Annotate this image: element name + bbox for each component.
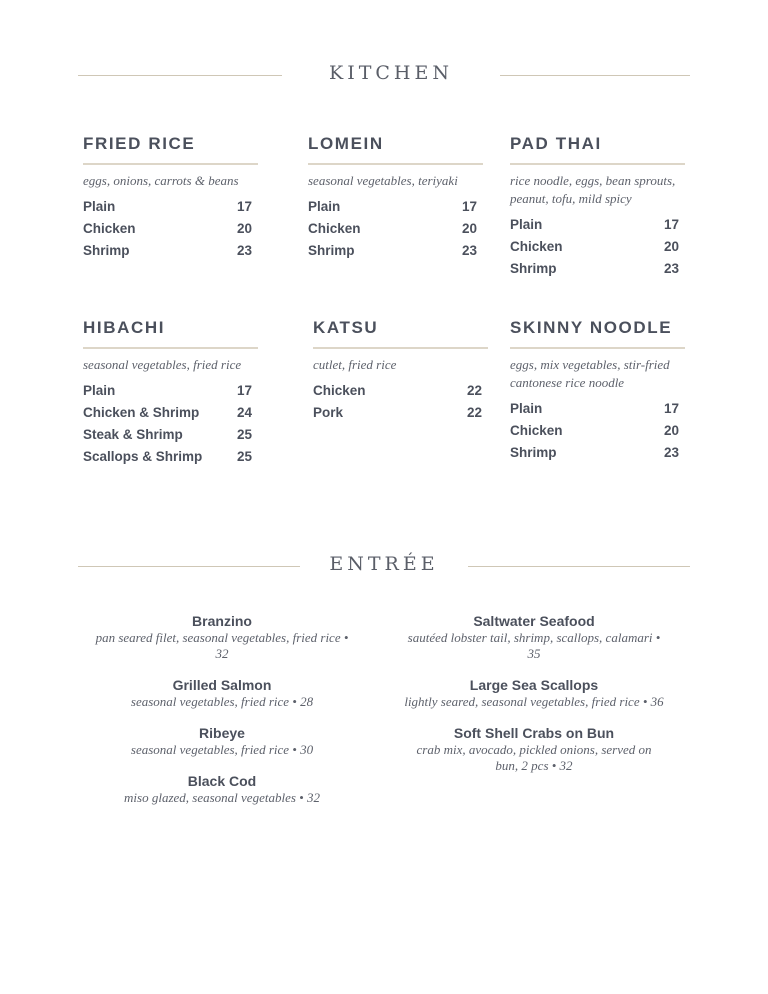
item-price: 17 [236, 383, 252, 398]
section-description: rice noodle, eggs, bean sprouts, peanut, tofu, mild spicy [510, 173, 676, 206]
menu-item [510, 442, 685, 464]
entree-description: crab mix, avocado, pickled onions, served on bun, 2 pcs • 32 [416, 742, 652, 773]
section-title: HIBACHI [83, 318, 166, 337]
section-description: eggs, mix vegetables, stir-fried cantonese rice noodle [510, 357, 670, 390]
entree-description: pan seared filet, seasonal vegetables, fried rice • 32 [95, 630, 349, 661]
section-underline [313, 347, 488, 349]
divider [78, 75, 282, 76]
item-list [510, 398, 685, 464]
section-description: eggs, onions, carrots & beans [83, 173, 239, 188]
menu-section [510, 133, 685, 280]
menu-item [83, 240, 258, 262]
entree-description: seasonal vegetables, fried rice • 28 [130, 694, 314, 709]
item-price: 17 [663, 401, 679, 416]
item-price: 25 [236, 427, 252, 442]
item-name: Steak & Shrimp [83, 427, 183, 442]
item-price: 22 [466, 383, 482, 398]
menu-section [510, 317, 685, 464]
menu-item [510, 258, 685, 280]
item-name: Chicken [510, 239, 563, 254]
section-underline [83, 163, 258, 165]
item-price: 17 [663, 217, 679, 232]
menu-section [83, 133, 258, 262]
entree-description: lightly seared, seasonal vegetables, fried rice • 36 [404, 694, 664, 709]
menu-section [308, 133, 483, 262]
entree-left-column [92, 612, 352, 820]
entree-name: Large Sea Scallops [469, 677, 599, 693]
entree-name: Grilled Salmon [172, 677, 272, 693]
menu-item [83, 196, 258, 218]
item-name: Chicken [83, 221, 136, 236]
item-name: Shrimp [308, 243, 355, 258]
divider [468, 566, 690, 567]
entree-description: seasonal vegetables, fried rice • 30 [130, 742, 314, 757]
section-underline [83, 347, 258, 349]
divider [78, 566, 300, 567]
item-name: Plain [83, 383, 116, 398]
item-name: Pork [313, 405, 344, 420]
item-price: 23 [236, 243, 252, 258]
menu-item [510, 420, 685, 442]
menu-item [83, 424, 258, 446]
item-price: 20 [663, 423, 679, 438]
menu-section [313, 317, 488, 424]
menu-item [83, 446, 258, 468]
section-underline [308, 163, 483, 165]
item-price: 25 [236, 449, 252, 464]
section-title: FRIED RICE [83, 134, 196, 153]
item-price: 17 [461, 199, 477, 214]
section-description: seasonal vegetables, teriyaki [308, 173, 458, 188]
entree-item [404, 724, 664, 774]
entree-item [92, 612, 352, 662]
item-name: Shrimp [83, 243, 130, 258]
section-title: KATSU [313, 318, 379, 337]
item-name: Plain [308, 199, 341, 214]
item-list [83, 380, 258, 468]
menu-item [83, 218, 258, 240]
item-price: 22 [466, 405, 482, 420]
item-name: Shrimp [510, 445, 557, 460]
menu-item [83, 380, 258, 402]
item-name: Chicken [313, 383, 366, 398]
divider [500, 75, 690, 76]
item-name: Scallops & Shrimp [83, 449, 203, 464]
section-underline [510, 347, 685, 349]
menu-section [83, 317, 258, 468]
menu-item [83, 402, 258, 424]
item-name: Chicken & Shrimp [83, 405, 200, 420]
item-list [510, 214, 685, 280]
item-price: 24 [236, 405, 252, 420]
section-underline [510, 163, 685, 165]
entree-item [92, 676, 352, 710]
entree-description: sautéed lobster tail, shrimp, scallops, calamari • 35 [407, 630, 661, 661]
entree-name: Ribeye [199, 725, 245, 741]
entree-name: Soft Shell Crabs on Bun [453, 725, 615, 741]
entree-name: Branzino [192, 613, 252, 629]
menu-item [510, 236, 685, 258]
kitchen-title: KITCHEN [329, 62, 453, 84]
section-description: cutlet, fried rice [313, 357, 397, 372]
section-title: LOMEIN [308, 134, 384, 153]
section-title: PAD THAI [510, 134, 602, 153]
item-price: 23 [663, 445, 679, 460]
entree-item [92, 772, 352, 806]
item-list [313, 380, 488, 424]
item-list [308, 196, 483, 262]
menu-item [308, 218, 483, 240]
item-name: Plain [510, 401, 543, 416]
item-list [83, 196, 258, 262]
entree-description: miso glazed, seasonal vegetables • 32 [124, 790, 320, 805]
entree-name: Saltwater Seafood [473, 613, 595, 629]
item-price: 20 [663, 239, 679, 254]
item-name: Shrimp [510, 261, 557, 276]
menu-item [313, 402, 488, 424]
entree-title: ENTRÉE [329, 553, 439, 575]
entree-item [92, 724, 352, 758]
item-name: Chicken [308, 221, 361, 236]
item-name: Plain [83, 199, 116, 214]
entree-right-column [404, 612, 664, 788]
menu-item [510, 398, 685, 420]
entree-name: Black Cod [187, 773, 257, 789]
item-name: Chicken [510, 423, 563, 438]
item-price: 20 [461, 221, 477, 236]
item-name: Plain [510, 217, 543, 232]
menu-item [308, 240, 483, 262]
entree-item [404, 676, 664, 710]
section-title: SKINNY NOODLE [510, 318, 673, 337]
entree-item [404, 612, 664, 662]
item-price: 20 [236, 221, 252, 236]
item-price: 17 [236, 199, 252, 214]
item-price: 23 [663, 261, 679, 276]
section-description: seasonal vegetables, fried rice [83, 357, 242, 372]
menu-item [313, 380, 488, 402]
menu-item [308, 196, 483, 218]
item-price: 23 [461, 243, 477, 258]
menu-item [510, 214, 685, 236]
